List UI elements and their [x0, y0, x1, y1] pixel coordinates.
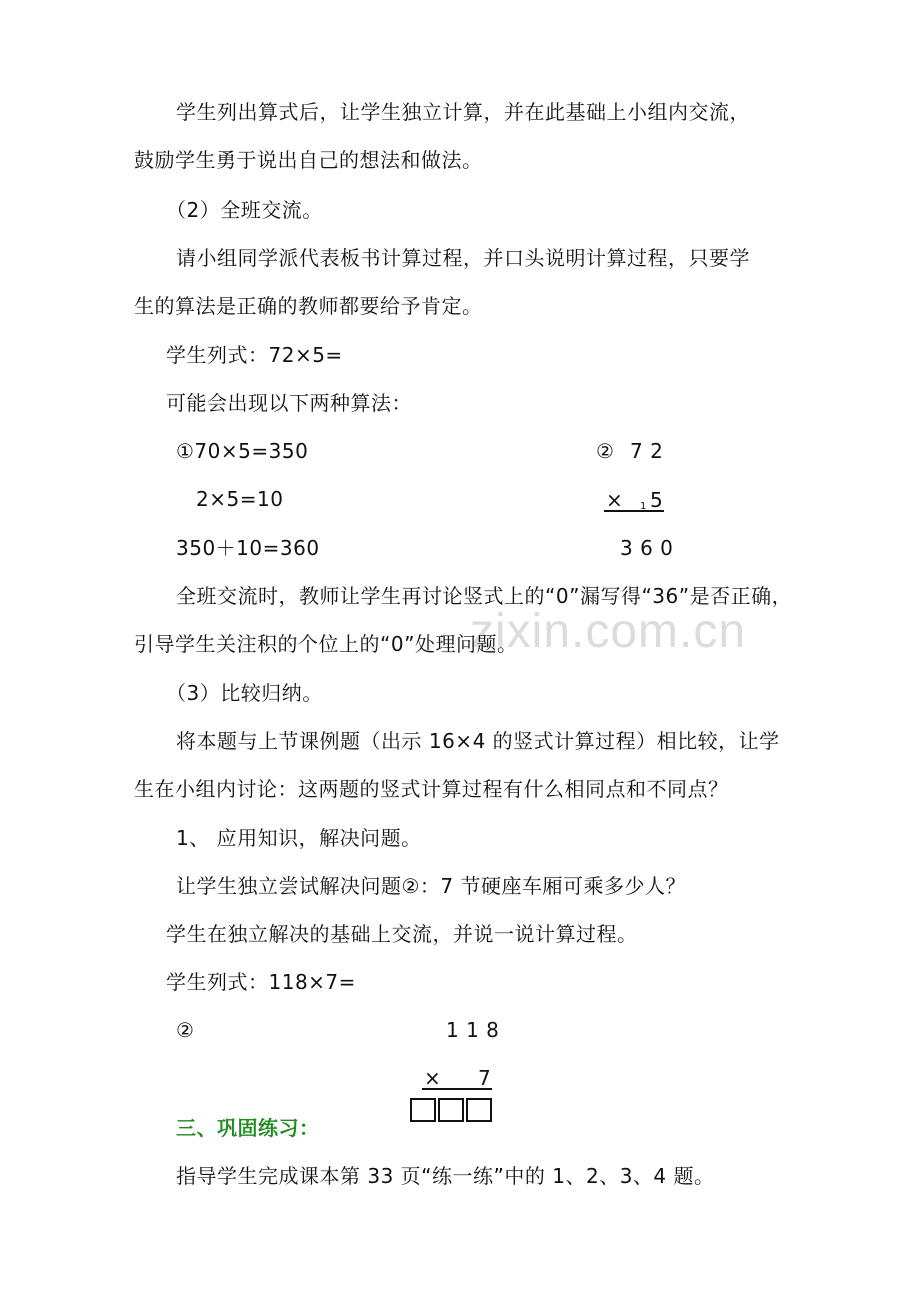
- vertical-calc-underline: [422, 1088, 492, 1090]
- answer-box[interactable]: [466, 1098, 492, 1122]
- paragraph-line: 引导学生关注积的个位上的“0”处理问题。: [134, 632, 518, 656]
- section-heading-practice: 三、巩固练习：: [176, 1116, 320, 1140]
- paragraph-line: 将本题与上节课例题（出示 16×4 的竖式计算过程）相比较，让学: [176, 729, 780, 753]
- method2-label: ②: [596, 439, 615, 463]
- method2-underline: [604, 510, 664, 512]
- method2-top-number: 7 2: [630, 439, 664, 463]
- method1-line3: 350＋10=360: [176, 536, 320, 560]
- subheading-compare: （3）比较归纳。: [166, 681, 323, 705]
- paragraph-line: 生的算法是正确的教师都要给予肯定。: [134, 294, 483, 318]
- vertical-calc-label: ②: [176, 1018, 195, 1042]
- equation-line: 学生列式：118×7=: [166, 970, 356, 994]
- method2-multiply-sign: ×: [606, 488, 624, 512]
- subheading-class-exchange: （2）全班交流。: [166, 198, 323, 222]
- paragraph-line: 鼓励学生勇于说出自己的想法和做法。: [134, 148, 483, 172]
- watermark: zixin.com.cn: [470, 605, 747, 658]
- answer-box[interactable]: [438, 1098, 464, 1122]
- paragraph-line: 学生列出算式后，让学生独立计算，并在此基础上小组内交流，: [176, 100, 750, 124]
- equation-line: 学生列式：72×5=: [166, 343, 343, 367]
- paragraph-line: 全班交流时，教师让学生再讨论竖式上的“0”漏写得“36”是否正确，: [176, 584, 793, 608]
- method1-line1: ①70×5=350: [176, 439, 309, 463]
- method2-carry-digit: 1: [640, 501, 647, 512]
- vertical-calc-multiply-sign: ×: [424, 1066, 442, 1090]
- paragraph-line: 生在小组内讨论：这两题的竖式计算过程有什么相同点和不同点？: [134, 777, 729, 801]
- vertical-calc-top-number: 1 1 8: [446, 1018, 500, 1042]
- answer-box[interactable]: [410, 1098, 436, 1122]
- method2-multiplier: 5: [650, 488, 664, 512]
- method2-result: 3 6 0: [620, 536, 674, 560]
- paragraph-line: 让学生独立尝试解决问题②：7 节硬座车厢可乘多少人？: [176, 874, 687, 898]
- paragraph-line: 可能会出现以下两种算法：: [166, 391, 412, 415]
- subheading-apply-knowledge: 1、 应用知识，解决问题。: [176, 826, 422, 850]
- paragraph-line: 指导学生完成课本第 33 页“练一练”中的 1、2、3、4 题。: [176, 1164, 715, 1188]
- paragraph-line: 请小组同学派代表板书计算过程，并口头说明计算过程，只要学: [176, 246, 750, 270]
- vertical-calc-multiplier: 7: [478, 1066, 492, 1090]
- method1-line2: 2×5=10: [196, 487, 284, 511]
- paragraph-line: 学生在独立解决的基础上交流，并说一说计算过程。: [166, 922, 638, 946]
